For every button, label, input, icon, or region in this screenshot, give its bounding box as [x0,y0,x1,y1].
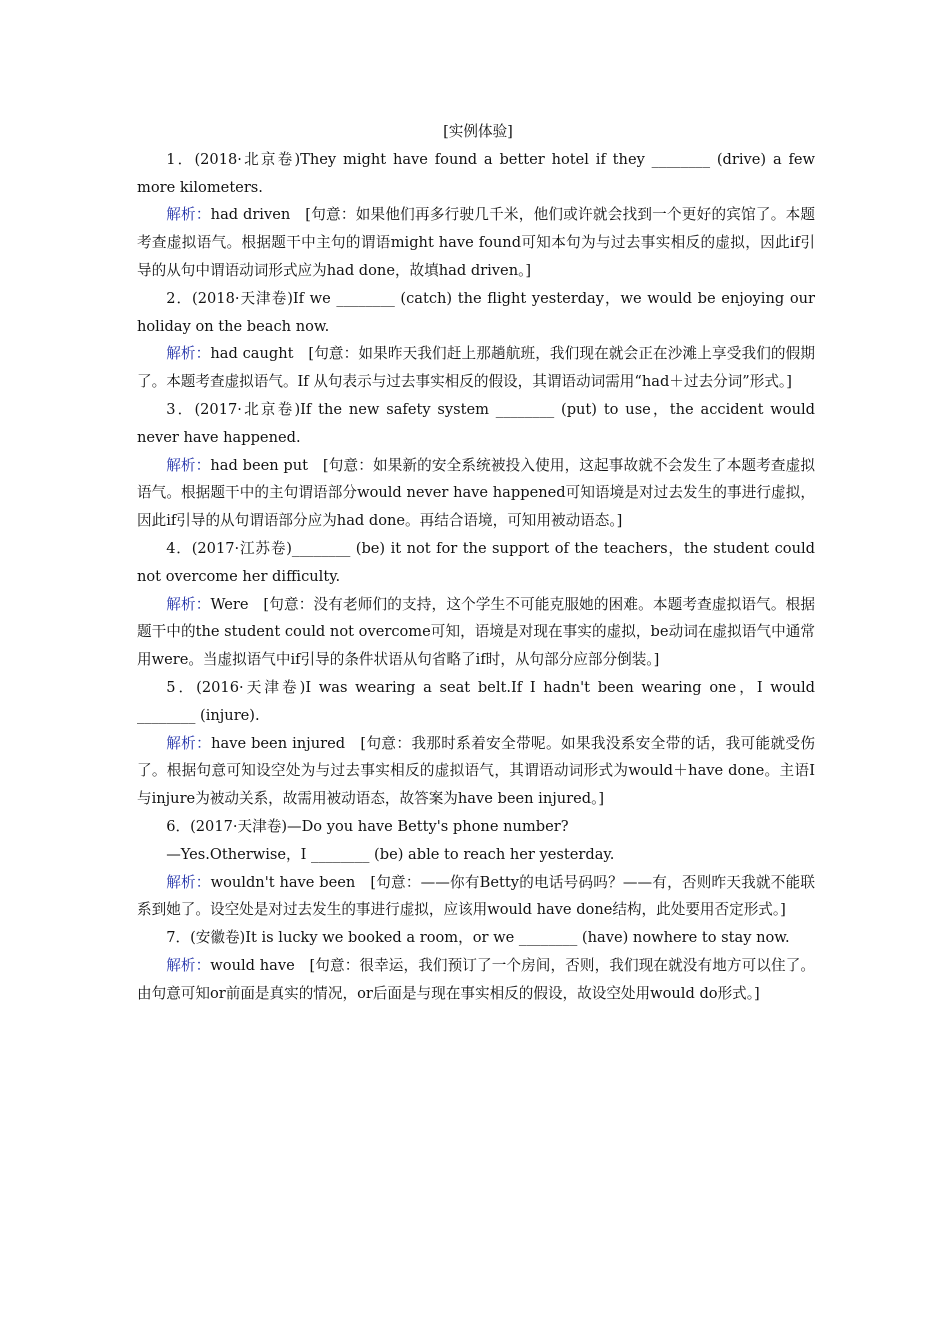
analysis-text: Were [句意：没有老师们的支持，这个学生不可能克服她的困难。本题考查虚拟语气。根据题干中的the student could not overcome可知，语境是对现在事实的虚拟，be动词在虚拟语气中通常用were。当虚拟语气中if引导的条件状语从句省略了if时，从句部分应部分倒装。] [137,595,815,669]
section-title: [实例体验] [443,123,513,140]
analysis-3 [137,452,815,535]
analysis-1 [137,201,815,284]
analysis-text: had driven [句意：如果他们再多行驶几千米，他们或许就会找到一个更好的宾馆了。本题考查虚拟语气。根据题干中主句的谓语might have found可知本句为与过去事实相反的虚拟，因此if引导的从句中谓语动词形式应为had done，故填had driven。] [137,206,815,279]
analysis-text: would have [句意：很幸运，我们预订了一个房间，否则，我们现在就没有地方可以住了。由句意可知or前面是真实的情况，or后面是与现在事实相反的假设，故设空处用would do形式。] [137,956,815,1002]
analysis-4 [137,591,815,674]
analysis-label: 解析： [166,456,211,474]
document-page [137,118,815,1008]
analysis-text: had caught [句意：如果昨天我们赶上那趟航班，我们现在就会正在沙滩上享受我们的假期了。本题考查虚拟语气。If 从句表示与过去事实相反的假设，其谓语动词需用“had＋过去分词”形式。] [137,345,815,391]
analysis-text: had been put [句意：如果新的安全系统被投入使用，这起事故就不会发生了本题考查虚拟语气。根据题干中的主句谓语部分would never have happened可知语境是对过去发生的事进行虚拟，因此if引导的从句谓语部分应为had done。再结合语境，可知用被动语态。] [137,456,815,530]
analysis-label: 解析： [166,206,211,224]
analysis-6 [137,869,815,925]
question-4: 4．(2017·江苏卷)________ (be) it not for the support of the teachers，the student could not overcome her difficulty. [137,539,815,585]
question-3: 3．(2017·北京卷)If the new safety system ________ (put) to use，the accident would never have happened. [137,400,815,446]
analysis-label: 解析： [166,595,211,613]
analysis-label: 解析： [166,345,211,363]
analysis-7 [137,952,815,1008]
analysis-5 [137,730,815,813]
analysis-label: 解析： [166,734,212,752]
question-2: 2．(2018·天津卷)If we ________ (catch) the flight yesterday，we would be enjoying our holiday on the beach now. [137,289,815,335]
question-5: 5．(2016·天津卷)I was wearing a seat belt.If I hadn't been wearing one，I would ________ (injure). [137,678,815,724]
analysis-label: 解析： [166,956,211,974]
analysis-label: 解析： [166,873,211,891]
question-7: 7．(安徽卷)It is lucky we booked a room，or we ________ (have) nowhere to stay now. [166,929,790,947]
question-6: 6．(2017·天津卷)—Do you have Betty's phone number? [166,817,569,835]
question-1: 1．(2018·北京卷)They might have found a better hotel if they ________ (drive) a few more kilometers. [137,150,815,196]
analysis-text: have been injured [句意：我那时系着安全带呢。如果我没系安全带的话，我可能就受伤了。根据句意可知设空处为与过去事实相反的虚拟语气，其谓语动词形式为would＋have done。主语I与injure为被动关系，故需用被动语态，故答案为have been injured。] [137,734,815,808]
question-6-reply: —Yes.Otherwise，I ________ (be) able to reach her yesterday. [166,845,615,863]
analysis-2 [137,340,815,396]
analysis-text: wouldn't have been [句意：——你有Betty的电话号码吗？——有，否则昨天我就不能联系到她了。设空处是对过去发生的事进行虚拟，应该用would have done结构，此处要用否定形式。] [137,873,815,919]
